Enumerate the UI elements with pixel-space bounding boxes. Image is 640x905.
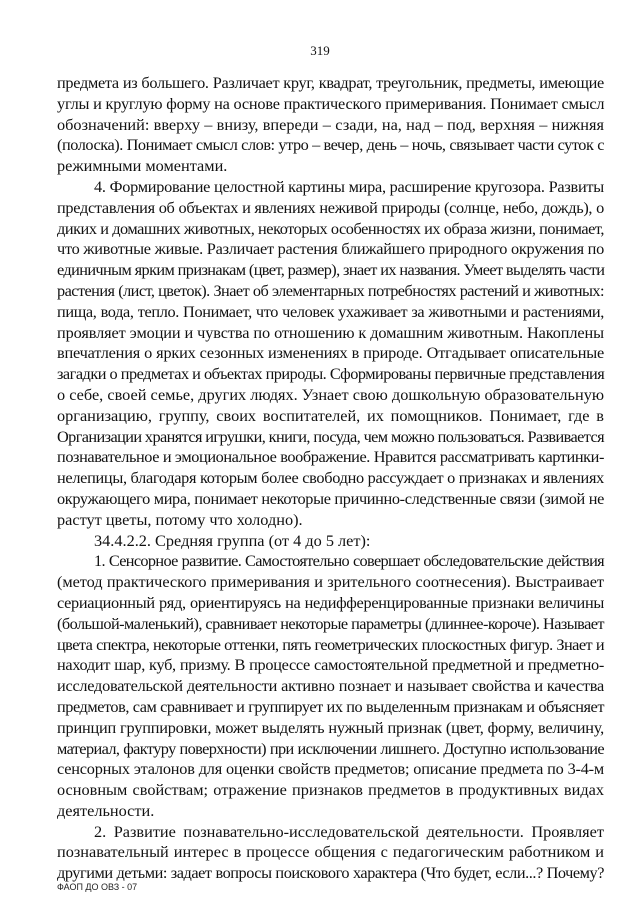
text-line: познавательный интерес в процессе общения с педагогическим работником и <box>57 842 604 862</box>
text-line: загадки о предметах и объектах природы. Сформированы первичные представления <box>57 364 605 384</box>
text-line: (большой-маленький), сравнивает некоторые параметры (длиннее-короче). Называет <box>57 613 604 633</box>
text-line: исследовательской деятельности активно познает и называет свойства и качества <box>57 676 604 696</box>
text-line: (метод практического примеривания и зрительного соотнесения). Выстраивает <box>57 572 604 592</box>
text-line: 1. Сенсорное развитие. Самостоятельно совершает обследовательские действия <box>94 551 604 571</box>
text-line: основным свойствам; отражение признаков предметов в продуктивных видах <box>57 780 604 800</box>
text-line: растения (лист, цветок). Знает об элементарных потребностях растений и животных: <box>57 280 604 300</box>
text-line: (полоска). Понимает смысл слов: утро – вечер, день – ночь, связывает части суток с <box>57 135 604 155</box>
text-line: принцип группировки, может выделять нужный признак (цвет, форму, величину, <box>57 717 604 737</box>
text-line: диких и домашних животных, некоторых особенностях их образа жизни, понимает, <box>57 218 604 238</box>
footer-label: ФАОП ДО ОВЗ - 07 <box>57 882 138 892</box>
text-line: 34.4.2.2. Средняя группа (от 4 до 5 лет): <box>94 530 371 550</box>
text-line: что животные живые. Различает растения ближайшего природного окружения по <box>57 239 604 259</box>
text-line: познавательное и эмоциональное воображение. Нравится рассматривать картинки- <box>57 447 604 467</box>
text-line: предметов, сам сравнивает и группирует их по выделенным признакам и объясняет <box>57 696 604 716</box>
text-line: другими детьми: задает вопросы поискового характера (Что будет, если...? Почему? <box>57 863 604 883</box>
text-line: представления об объектах и явлениях неживой природы (солнце, небо, дождь), о <box>57 197 604 217</box>
text-line: обозначений: вверху – внизу, впереди – сзади, на, над – под, верхняя – нижняя <box>57 114 604 134</box>
text-line: впечатления о ярких сезонных изменениях в природе. Отгадывает описательные <box>57 343 604 363</box>
text-line: Организации хранятся игрушки, книги, посуда, чем можно пользоваться. Развивается <box>57 426 604 446</box>
text-line: окружающего мира, понимает некоторые причинно-следственные связи (зимой не <box>57 488 604 508</box>
text-line: находит шар, куб, призму. В процессе самостоятельной предметной и предметно- <box>57 655 604 675</box>
body-text <box>57 73 604 884</box>
text-line: деятельности. <box>57 800 155 820</box>
text-line: сенсорных эталонов для оценки свойств предметов; описание предмета по 3-4-м <box>57 759 604 779</box>
text-line: нелепицы, благодаря которым более свободно рассуждает о признаках и явлениях <box>57 468 604 488</box>
text-line: цвета спектра, некоторые оттенки, пять геометрических плоскостных фигур. Знает и <box>57 634 604 654</box>
page-number: 319 <box>310 43 330 58</box>
text-line: углы и круглую форму на основе практического примеривания. Понимает смысл <box>57 93 605 113</box>
text-line: о себе, своей семье, других людях. Узнает свою дошкольную образовательную <box>57 384 604 404</box>
text-line: режимными моментами. <box>57 156 228 176</box>
text-line: материал, фактуру поверхности) при исключении лишнего. Доступно использование <box>57 738 604 758</box>
text-line: единичным ярким признакам (цвет, размер), знает их названия. Умеет выделять части <box>57 260 605 280</box>
text-line: предмета из большего. Различает круг, квадрат, треугольник, предметы, имеющие <box>57 73 604 92</box>
text-line: растут цветы, потому что холодно). <box>57 509 303 529</box>
text-line: 4. Формирование целостной картины мира, расширение кругозора. Развиты <box>94 176 604 196</box>
text-line: пища, вода, тепло. Понимает, что человек ухаживает за животными и растениями, <box>57 301 604 321</box>
text-line: проявляет эмоции и чувства по отношению к домашним животным. Накоплены <box>57 322 604 342</box>
text-line: 2. Развитие познавательно-исследовательской деятельности. Проявляет <box>94 821 604 841</box>
text-line: организацию, группу, своих воспитателей, их помощников. Понимает, где в <box>57 405 604 425</box>
text-line: сериационный ряд, ориентируясь на недифференцированные признаки величины <box>57 592 604 612</box>
